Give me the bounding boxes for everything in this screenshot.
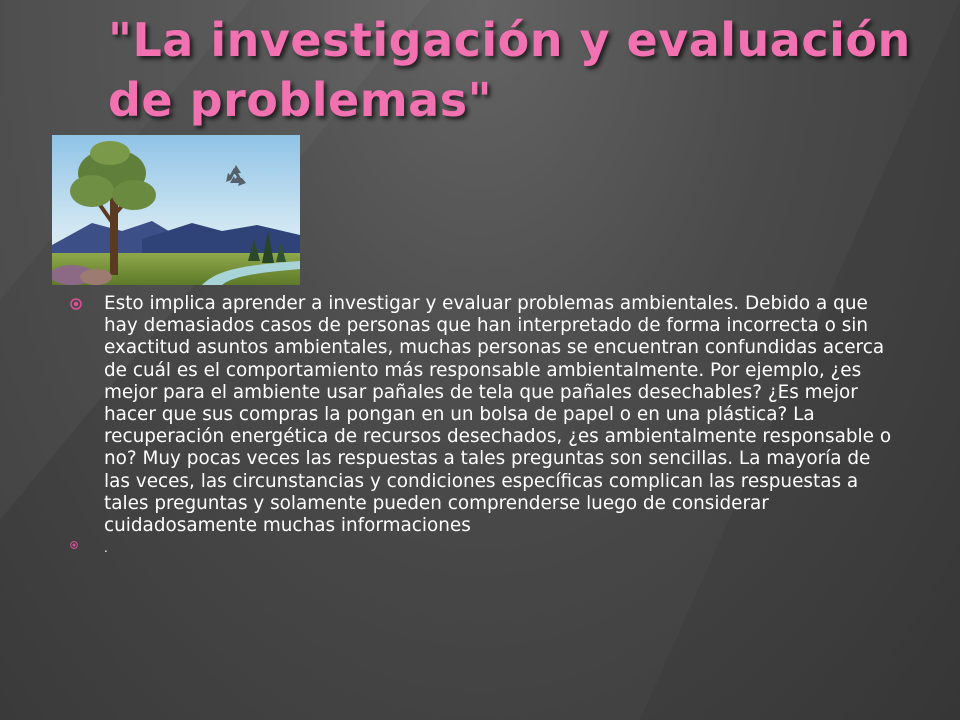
landscape-painting	[52, 135, 300, 285]
body-text-list	[70, 293, 900, 557]
paragraph-text: .	[104, 541, 108, 556]
body-paragraph	[70, 539, 900, 557]
slide-title: "La investigación y evaluación de problemas"	[108, 13, 911, 127]
paragraph-text: Esto implica aprender a investigar y evaluar problemas ambientales. Debido a que hay demasiados casos de personas que han interpretado de forma incorrecta o sin exactitud asuntos ambientales, muchas personas se encuentran confundidas acerca de cuál es el comportamiento más responsable ambientalmente. Por ejemplo, ¿es mejor para el ambiente usar pañales de tela que pañales desechables? ¿Es mejor hacer que sus compras la pongan en un bolsa de papel o en una plástica? La recuperación energética de recursos desechados, ¿es ambientalmente responsable o no? Muy pocas veces las respuestas a tales preguntas son sencillas. La mayoría de las veces, las circunstancias y condiciones específicas complican las respuestas a tales preguntas y solamente pueden comprenderse luego de considerar cuidadosamente muchas informaciones	[104, 293, 892, 537]
target-bullet-icon	[70, 298, 82, 310]
body-paragraph	[70, 293, 900, 537]
target-bullet-icon	[70, 541, 78, 549]
